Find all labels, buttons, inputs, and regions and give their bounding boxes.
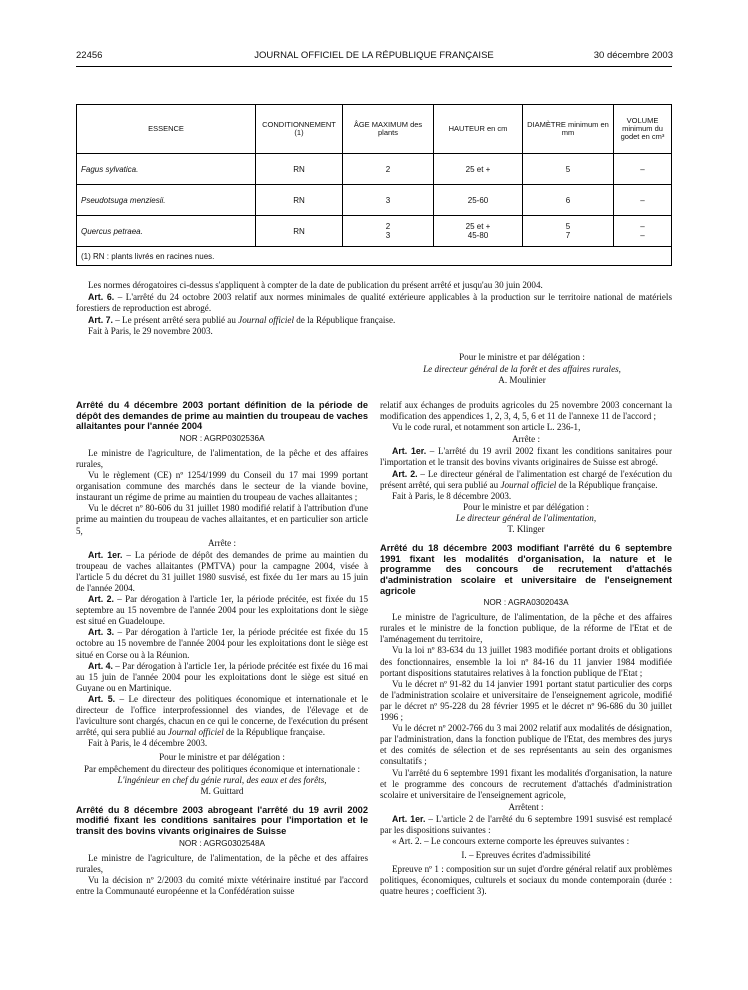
article-5: Art. 5. – Le directeur des politiques économique et internationale et le directeur de l'office interprofessionnel des viandes, de l'élevage et de l'aviculture sont chargés, chacun en ce qui le concerne, de l'exécution du présent arrêté, qui sera publié au Journal officiel de la République française. bbox=[76, 693, 368, 738]
col-age: ÂGE MAXIMUM des plants bbox=[343, 105, 434, 154]
table-header-row bbox=[77, 105, 672, 154]
nor-reference: NOR : AGRG0302548A bbox=[178, 838, 265, 848]
article-6: Art. 6. – L'arrêté du 24 octobre 2003 relatif aux normes minimales de qualité extérieure applicables à la production sur le territoire national de matériels forestiers de reproduction est abrogé. bbox=[76, 291, 672, 314]
paragraph: Le ministre de l'agriculture, de l'alimentation, de la pêche et des affaires rurales et le ministre de la fonction publique, de la réforme de l'Etat et de l'aménagement du territoire, bbox=[380, 612, 672, 645]
cell-volume: – bbox=[614, 154, 672, 185]
cell-volume: – bbox=[614, 185, 672, 216]
header-rule bbox=[76, 66, 672, 67]
paragraph: Epreuve nº 1 : composition sur un sujet d'ordre général relatif aux problèmes politiques, économiques, culturels et sociaux du monde contemporain (durée : quatre heures ; coefficient 3). bbox=[380, 864, 672, 897]
cell-essence: Quercus petraea. bbox=[77, 216, 256, 247]
col-diametre: DIAMÈTRE minimum en mm bbox=[523, 105, 614, 154]
signatory-name: T. Klinger bbox=[507, 524, 545, 535]
paragraph: Vu l'arrêté du 6 septembre 1991 fixant les modalités d'organisation, la nature et le programme des concours de recrutement d'attachés d'administration scolaire et universitaire de l'enseignement agricole, bbox=[380, 767, 672, 800]
article-title: Arrêté du 8 décembre 2003 abrogeant l'arrêté du 19 avril 2002 modifié fixant les conditions sanitaires pour l'importation et le transit des bovins vivants originaires de Suisse bbox=[76, 804, 368, 836]
paragraph: Vu le décret nº 80-606 du 31 juillet 1980 modifié relatif à l'attribution d'une prime au maintien du troupeau de vaches allaitantes, et en particulier son article 5, bbox=[76, 503, 368, 536]
cell-cond: RN bbox=[256, 154, 343, 185]
cell-diametre: 5 bbox=[523, 154, 614, 185]
article-4: Art. 4. – Par dérogation à l'article 1er, la période précitée est fixée du 16 mai au 15 juin de l'année 2004 pour les exploitations dont le siège est situé en Guyane ou en Martinique. bbox=[76, 660, 368, 693]
fait-a-paris: Fait à Paris, le 29 novembre 2003. bbox=[88, 326, 213, 337]
signature-block: Pour le ministre et par délégation : Par empêchement du directeur des politiques économique et internationale : L'ingénieur en chef du génie rural, des eaux et des forêts, M. Guittard bbox=[76, 752, 368, 796]
paragraph: Le ministre de l'agriculture, de l'alimentation, de la pêche et des affaires rurales, bbox=[76, 447, 368, 469]
cell-cond: RN bbox=[256, 185, 343, 216]
paragraph: Les normes dérogatoires ci-dessus s'appliquent à compter de la date de publication du présent arrêté et jusqu'au 30 juin 2004. bbox=[88, 280, 543, 290]
signature-block: Pour le ministre et par délégation : Le directeur général de l'alimentation, T. Klinger bbox=[380, 502, 672, 535]
fait-a-paris: Fait à Paris, le 4 décembre 2003. bbox=[88, 738, 208, 749]
article-title: Arrêté du 4 décembre 2003 portant définition de la période de dépôt des demandes de prime au maintien du troupeau de vaches allaitantes pour l'année 2004 bbox=[76, 400, 368, 432]
table-row bbox=[77, 216, 672, 247]
page-number: 22456 bbox=[76, 50, 103, 61]
cell-age: 3 bbox=[343, 185, 434, 216]
cell-diametre: 6 bbox=[523, 185, 614, 216]
cell-essence: Pseudotsuga menziesii. bbox=[77, 185, 256, 216]
table-note-row bbox=[77, 247, 672, 266]
signatory-name: A. Moulinier bbox=[498, 375, 546, 386]
arrete-label: Arrête : bbox=[207, 537, 237, 548]
paragraph: Le ministre de l'agriculture, de l'alimentation, de la pêche et des affaires rurales, bbox=[76, 852, 368, 874]
article-3: Art. 3. – Par dérogation à l'article 1er, la période précitée est fixée du 15 octobre au 15 novembre de l'année 2004 pour les exploitations dont le siège est situé en Corse ou à la Réunion. bbox=[76, 627, 368, 660]
cell-essence: Fagus sylvatica. bbox=[77, 154, 256, 185]
article-1: Art. 1er. – L'arrêté du 19 avril 2002 fixant les conditions sanitaires pour l'importation et le transit des bovins vivants originaires de Suisse est abrogé. bbox=[380, 446, 672, 468]
cell-hauteur: 25 et + bbox=[434, 154, 523, 185]
paragraph: Vu le règlement (CE) nº 1254/1999 du Conseil du 17 mai 1999 portant organisation commune des marchés dans le secteur de la viande bovine, instaurant un régime de prime au maintien du troupeau de vaches allaitantes ; bbox=[76, 470, 368, 503]
col-essence: ESSENCE bbox=[77, 105, 256, 154]
page-header bbox=[0, 50, 748, 64]
table-footnote: (1) RN : plants livrés en racines nues. bbox=[77, 247, 672, 266]
col-conditionnement: CONDITIONNEMENT (1) bbox=[256, 105, 343, 154]
signatory-name: M. Guittard bbox=[200, 785, 244, 796]
cell-volume: – – bbox=[614, 216, 672, 247]
article-title: Arrêté du 18 décembre 2003 modifiant l'arrêté du 6 septembre 1991 fixant les modalités d'organisation, la nature et le programme des concours de recrutement d'attachés d'administration scolaire et universitaire de l'enseignement agricole bbox=[380, 543, 672, 596]
right-column bbox=[380, 400, 672, 898]
article-2: Art. 2. – Par dérogation à l'article 1er, la période précitée, est fixée du 15 septembre au 15 novembre de l'année 2004 pour les exploitations dont le siège est situé en Guadeloupe. bbox=[76, 594, 368, 627]
paragraph: relatif aux échanges de produits agricoles du 25 novembre 2003 concernant la modification des appendices 1, 2, 3, 4, 5, 6 et 11 de l'annexe 11 de l'accord ; bbox=[380, 400, 672, 422]
top-text bbox=[76, 280, 672, 338]
paragraph: Vu le décret nº 91-82 du 14 janvier 1991 portant statut particulier des corps de l'administration scolaire et universitaire de l'enseignement agricole, modifié par le décret nº 95-228 du 28 février 1995 et le décret nº 96-686 du 30 juillet 1996 ; bbox=[380, 678, 672, 723]
col-hauteur: HAUTEUR en cm bbox=[434, 105, 523, 154]
cell-hauteur: 25-60 bbox=[434, 185, 523, 216]
nor-reference: NOR : AGRP0302536A bbox=[179, 433, 265, 443]
issue-date: 30 décembre 2003 bbox=[593, 50, 673, 61]
journal-title: JOURNAL OFFICIEL DE LA RÉPUBLIQUE FRANÇAISE bbox=[254, 50, 494, 61]
arrete-label: Arrête : bbox=[511, 434, 541, 445]
paragraph: « Art. 2. – Le concours externe comporte les épreuves suivantes : bbox=[392, 836, 630, 847]
article-1: Art. 1er. – L'article 2 de l'arrêté du 6 septembre 1991 susvisé est remplacé par les dispositions suivantes : bbox=[380, 813, 673, 835]
col-volume: VOLUME minimum du godet en cm³ bbox=[614, 105, 672, 154]
cell-age: 2 3 bbox=[343, 216, 434, 247]
table-row bbox=[77, 154, 672, 185]
article-2: Art. 2. – Le directeur général de l'alimentation est chargé de l'exécution du présent arrêté, qui sera publié au Journal officiel de la République française. bbox=[380, 468, 672, 490]
article-1: Art. 1er. – La période de dépôt des demandes de prime au maintien du troupeau de vaches allaitantes (PMTVA) pour la campagne 2004, visée à l'article 5 du décret du 31 juillet 1980 susvisé, est fixée du 1er mars au 15 juin de l'année 2004. bbox=[76, 549, 368, 593]
cell-hauteur: 25 et + 45-80 bbox=[434, 216, 523, 247]
left-column bbox=[76, 400, 368, 897]
cell-diametre: 5 7 bbox=[523, 216, 614, 247]
signature-block: Pour le ministre et par délégation : Le directeur général de la forêt et des affaires rurales, A. Moulinier bbox=[372, 352, 672, 387]
paragraph: Vu la loi nº 83-634 du 13 juillet 1983 modifiée portant droits et obligations des fonctionnaires, ensemble la loi nº 84-16 du 11 janvier 1984 modifiée portant dispositions statutaires relatives à la fonction publique de l'Etat ; bbox=[380, 645, 672, 678]
fait-a-paris: Fait à Paris, le 8 décembre 2003. bbox=[392, 490, 512, 501]
section-heading: I. – Epreuves écrites d'admissibilité bbox=[461, 850, 591, 861]
article-7: Art. 7. – Le présent arrêté sera publié au Journal officiel de la République française. bbox=[88, 314, 396, 325]
cell-age: 2 bbox=[343, 154, 434, 185]
arretent-label: Arrêtent : bbox=[508, 801, 544, 812]
table-row bbox=[77, 185, 672, 216]
species-table bbox=[76, 104, 672, 266]
paragraph: Vu le code rural, et notamment son article L. 236-1, bbox=[392, 422, 581, 433]
paragraph: Vu le décret nº 2002-766 du 3 mai 2002 relatif aux modalités de désignation, par l'administration, dans la fonction publique de l'Etat, des membres des jurys et des comités de sélection et de ses représentants au sein des organismes consultatifs ; bbox=[380, 723, 672, 767]
nor-reference: NOR : AGRA0302043A bbox=[483, 598, 569, 608]
cell-cond: RN bbox=[256, 216, 343, 247]
paragraph: Vu la décision nº 2/2003 du comité mixte vétérinaire institué par l'accord entre la Communauté européenne et la Confédération suisse bbox=[76, 874, 368, 896]
